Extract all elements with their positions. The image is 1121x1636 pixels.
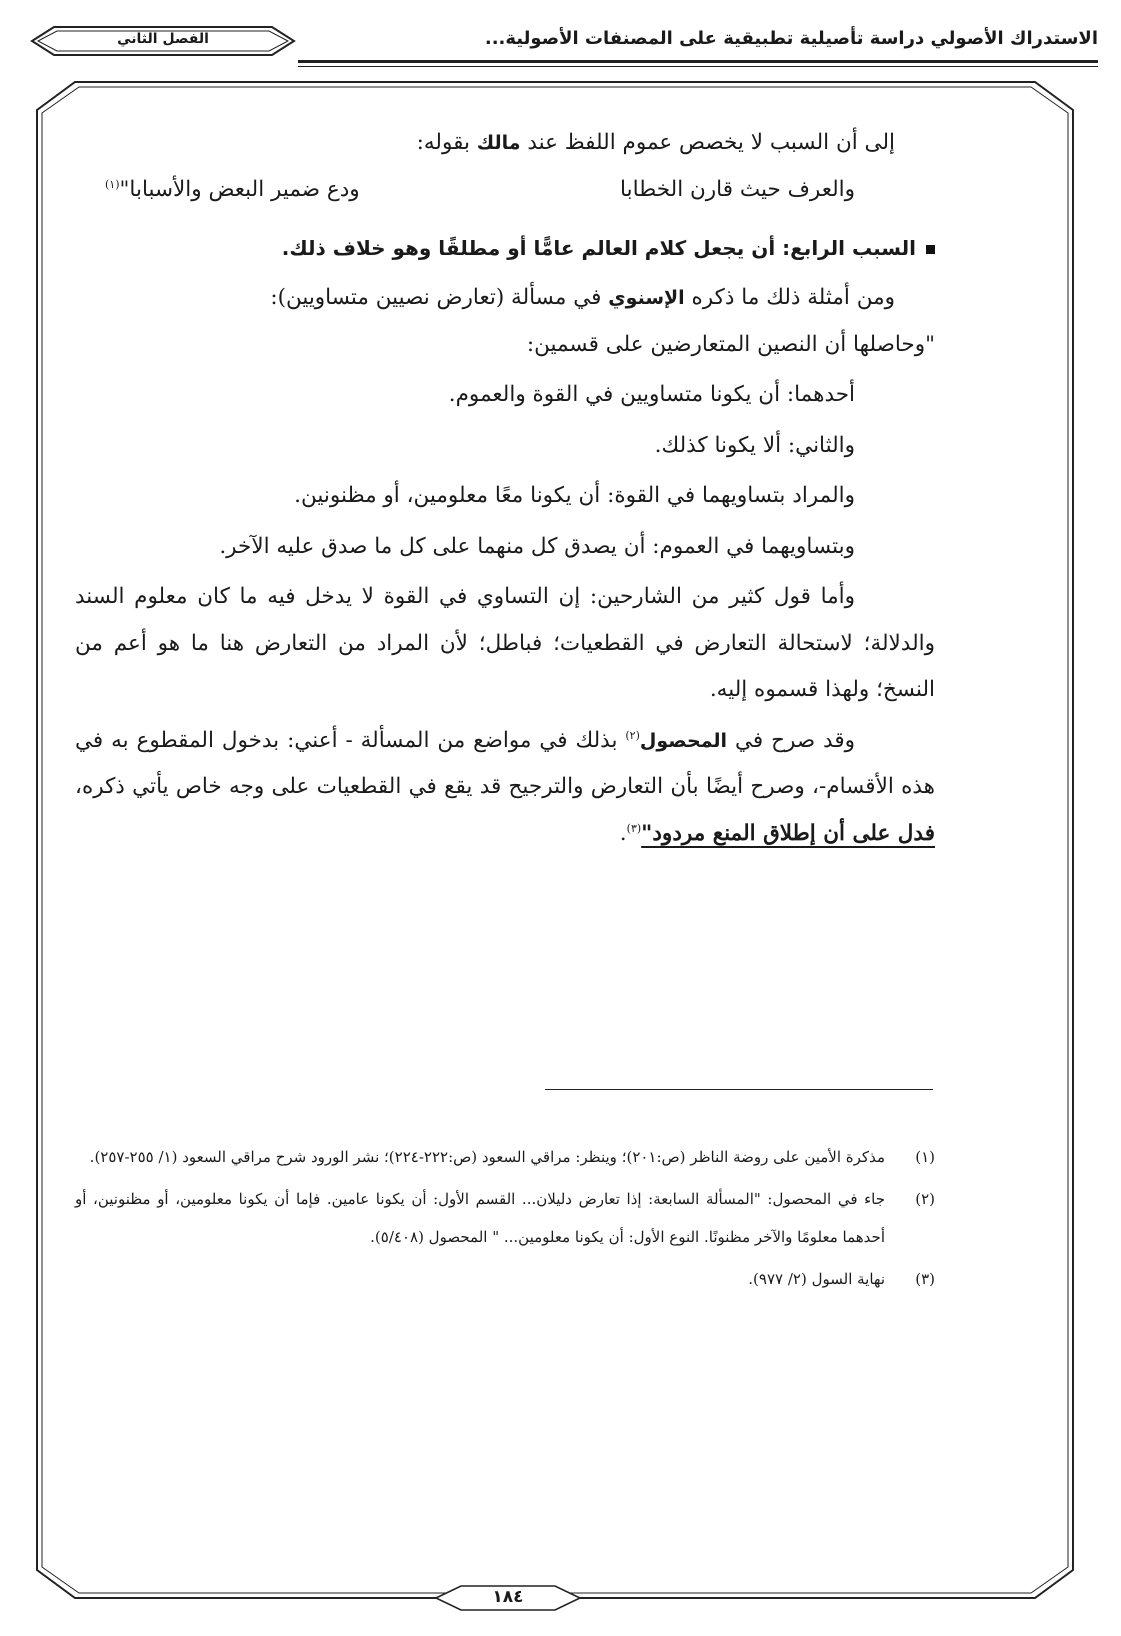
paragraph-7: والمراد بتساويهما في القوة: أن يكونا معًا معلومين، أو مظنونين.: [294, 483, 855, 508]
verse-second-half: ودع ضمير البعض والأسبابا"$^{(١)}$: [105, 176, 360, 202]
paragraph-5: أحدهما: أن يكونا متساويين في القوة والعموم.: [448, 382, 855, 407]
running-header: [28, 14, 1098, 64]
page-number: ١٨٤: [492, 1587, 524, 1607]
header-rule-thin: [298, 66, 1098, 67]
footnote-number: (٣): [915, 1270, 935, 1288]
footnote-ref-2: (٢): [625, 728, 640, 742]
footnote-ref-1: (١): [105, 177, 120, 191]
underlined-conclusion: فدل على أن إطلاق المنع مردود": [641, 820, 935, 846]
footnote-text: جاء في المحصول: "المسألة السابعة: إذا تعارض دليلان... القسم الأول: أن يكونا عامين. فإما أن يكونا معلومين، أو مظنونين، أو أحدهما معلومًا والآخر مظنونًا. النوع الأول: أن يكونا معلومين... " المحصول (٥/٤٠٨).: [75, 1190, 885, 1246]
verse-line: [75, 167, 855, 213]
paragraph-1: إلى أن السبب لا يخصص عموم اللفظ عند مالك بقوله:: [416, 130, 895, 155]
footnote-number: (١): [915, 1148, 935, 1166]
book-mahsul: المحصول: [639, 729, 728, 752]
footnote-3: [75, 1260, 935, 1298]
paragraph-8: وبتساويهما في العموم: أن يصدق كل منهما على كل ما صدق عليه الآخر.: [219, 533, 855, 559]
section-heading: السبب الرابع: أن يجعل كلام العالم عامًّا أو مطلقًا وهو خلاف ذلك.: [75, 225, 935, 272]
footnote-2: [75, 1180, 935, 1256]
footnote-1: [75, 1138, 935, 1176]
main-text: [75, 120, 935, 857]
footnote-text: مذكرة الأمين على روضة الناظر (ص:٢٠١)؛ وينظر: مراقي السعود (ص:٢٢٢-٢٢٤)؛ نشر الورود شرح مراقي السعود (١/ ٢٥٥-٢٥٧).: [89, 1148, 885, 1166]
page-number-badge: [433, 1583, 583, 1613]
footnote-separator: [545, 1089, 933, 1090]
header-rule-thick: [298, 60, 1098, 63]
paragraph-3: ومن أمثلة ذلك ما ذكره الإسنوي في مسألة (تعارض نصيين متساويين):: [270, 285, 895, 310]
footnote-text: نهاية السول (٢/ ٩٧٧).: [748, 1270, 885, 1288]
square-bullet-icon: [926, 245, 935, 254]
paragraph-10: وقد صرح في المحصول$^{(٢)}$ بذلك في مواضع من المسألة - أعني: بدخول المقطوع به في هذه الأقسام-، وصرح أيضًا بأن التعارض والترجيح قد يقع في القطعيات على وجه خاص يأتي ذكره، فدل على أن إطلاق المنع مردود"$^{(٣)}$.: [75, 727, 935, 846]
paragraph-9: وأما قول كثير من الشارحين: إن التساوي في القوة لا يدخل فيه ما كان معلوم السند والدلالة؛ لاستحالة التعارض في القطعيات؛ فباطل؛ لأن المراد من التعارض هنا ما هو أعم من النسخ؛ ولهذا قسموه إليه.: [75, 584, 935, 702]
paragraph-4: "وحاصلها أن النصين المتعارضين على قسمين:: [526, 331, 935, 357]
footnote-ref-3: (٣): [626, 821, 642, 835]
book-title: الاستدراك الأصولي دراسة تأصيلية تطبيقية على المصنفات الأصولية...: [484, 28, 1098, 49]
chapter-tab: [28, 24, 298, 58]
name-malik: مالك: [476, 132, 521, 154]
paragraph-6: والثاني: ألا يكونا كذلك.: [654, 432, 855, 458]
footnote-number: (٢): [915, 1190, 935, 1208]
chapter-label: الفصل الثاني: [117, 31, 209, 47]
verse-first-half: والعرف حيث قارن الخطابا: [620, 176, 855, 202]
footnotes: [75, 1138, 935, 1298]
name-isnawi: الإسنوي: [608, 287, 685, 309]
